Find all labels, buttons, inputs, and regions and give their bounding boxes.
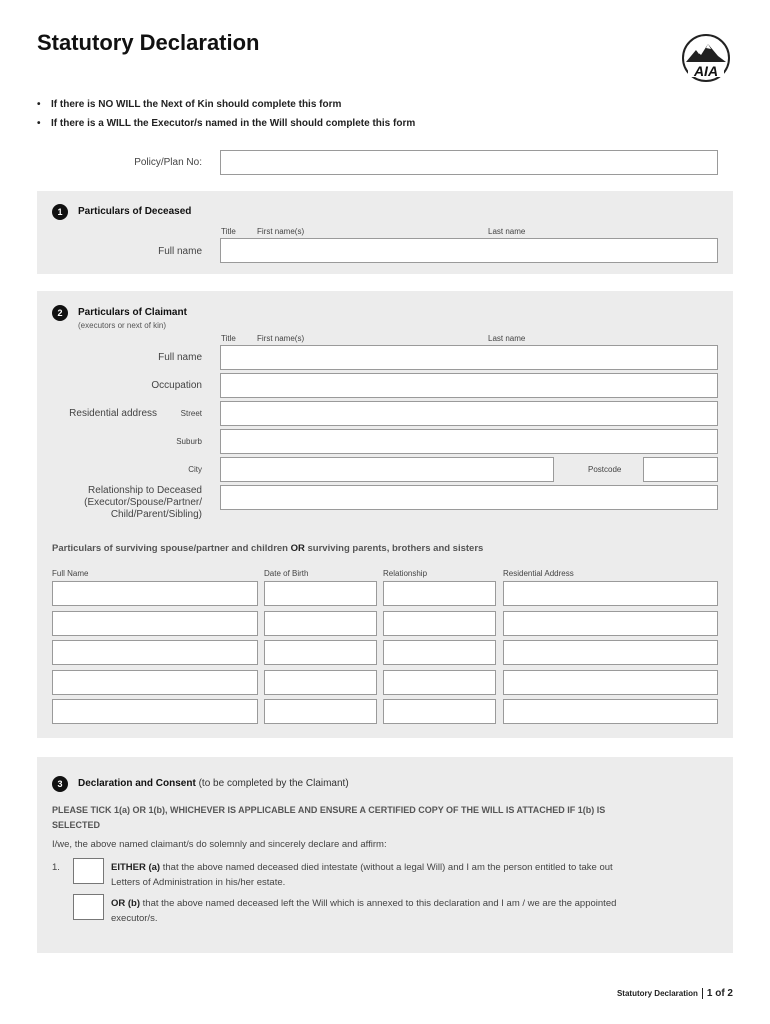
suburb-input[interactable] — [220, 429, 718, 454]
table-header-dob: Date of Birth — [264, 569, 309, 578]
logo-text: AIA — [693, 63, 719, 79]
survivor-dob-input[interactable] — [264, 670, 377, 695]
relationship-label-line: Relationship to Deceased — [88, 485, 202, 496]
survivor-full-name-input[interactable] — [52, 670, 258, 695]
instruction-item: • If there is NO WILL the Next of Kin should complete this form — [37, 99, 415, 118]
aia-logo — [680, 32, 732, 84]
col-last-name-label: Last name — [488, 227, 526, 236]
section-title: Particulars of Claimant — [78, 307, 187, 318]
option-a-text — [111, 860, 721, 890]
survivor-relationship-input[interactable] — [383, 611, 496, 636]
survivor-dob-input[interactable] — [264, 699, 377, 724]
survivor-relationship-input[interactable] — [383, 581, 496, 606]
option-b-text-line: executor/s. — [111, 913, 158, 924]
option-a-text-line: Letters of Administration in his/her estate. — [111, 877, 286, 888]
survivor-dob-input[interactable] — [264, 640, 377, 665]
occupation-input[interactable] — [220, 373, 718, 398]
option-b-text — [111, 896, 721, 926]
page-title: Statutory Declaration — [37, 30, 260, 55]
instructions-list — [37, 99, 415, 137]
survivors-heading-or: OR — [290, 543, 305, 554]
table-header-relationship: Relationship — [383, 569, 428, 578]
survivor-dob-input[interactable] — [264, 581, 377, 606]
survivor-relationship-input[interactable] — [383, 699, 496, 724]
postcode-label: Postcode — [588, 465, 622, 474]
policy-number-input[interactable] — [220, 150, 718, 175]
section-declaration — [37, 757, 733, 953]
survivor-dob-input[interactable] — [264, 611, 377, 636]
footer-doc-name: Statutory Declaration — [616, 989, 698, 998]
city-label: City — [188, 465, 202, 474]
section-number-badge: 1 — [52, 204, 68, 220]
section-title-note: (to be completed by the Claimant) — [195, 778, 349, 789]
survivor-full-name-input[interactable] — [52, 699, 258, 724]
claimant-full-name-input[interactable] — [220, 345, 718, 370]
street-label: Street — [180, 409, 202, 418]
survivor-relationship-input[interactable] — [383, 670, 496, 695]
policy-label: Policy/Plan No: — [134, 157, 202, 168]
relationship-label-line: (Executor/Spouse/Partner/ — [84, 497, 202, 508]
section-title-row — [78, 778, 349, 789]
survivors-heading — [52, 543, 483, 554]
survivor-address-input[interactable] — [503, 581, 718, 606]
survivor-address-input[interactable] — [503, 640, 718, 665]
city-input[interactable] — [220, 457, 554, 482]
option-b-label: OR (b) — [111, 898, 141, 909]
page-number: 1 of 2 — [706, 988, 733, 999]
survivor-address-input[interactable] — [503, 670, 718, 695]
survivor-full-name-input[interactable] — [52, 611, 258, 636]
section-title: Declaration and Consent — [78, 778, 196, 789]
tick-instruction — [52, 803, 605, 833]
affirm-text: I/we, the above named claimant/s do solemnly and sincerely declare and affirm: — [52, 839, 387, 850]
col-first-name-label: First name(s) — [257, 334, 305, 343]
col-title-label: Title — [221, 334, 236, 343]
option-b-checkbox[interactable] — [73, 894, 104, 920]
page-footer — [617, 988, 733, 999]
col-last-name-label: Last name — [488, 334, 526, 343]
section-number-badge: 3 — [52, 776, 68, 792]
postcode-input[interactable] — [643, 457, 718, 482]
survivor-address-input[interactable] — [503, 699, 718, 724]
survivor-address-input[interactable] — [503, 611, 718, 636]
footer-separator — [702, 988, 703, 999]
street-input[interactable] — [220, 401, 718, 426]
relationship-input[interactable] — [220, 485, 718, 510]
col-title-label: Title — [221, 227, 236, 236]
tick-instruction-line: SELECTED — [52, 820, 101, 830]
relationship-label-line: Child/Parent/Sibling) — [110, 509, 202, 520]
instruction-item: • If there is a WILL the Executor/s named in the Will should complete this form — [37, 118, 415, 137]
full-name-label: Full name — [158, 352, 202, 363]
suburb-label: Suburb — [176, 437, 202, 446]
col-first-name-label: First name(s) — [257, 227, 305, 236]
option-a-label: EITHER (a) — [111, 862, 161, 873]
survivor-relationship-input[interactable] — [383, 640, 496, 665]
deceased-full-name-input[interactable] — [220, 238, 718, 263]
residential-address-label: Residential address — [69, 408, 157, 419]
survivor-full-name-input[interactable] — [52, 640, 258, 665]
section-deceased — [37, 191, 733, 274]
occupation-label: Occupation — [151, 380, 202, 391]
item-number: 1. — [52, 862, 60, 873]
section-claimant — [37, 291, 733, 738]
option-a-text-line: that the above named deceased died intestate (without a legal Will) and I am the person entitled to take out — [160, 862, 613, 873]
survivors-heading-text: Particulars of surviving spouse/partner and children — [52, 543, 291, 554]
option-a-checkbox[interactable] — [73, 858, 104, 884]
full-name-label: Full name — [158, 246, 202, 257]
survivor-full-name-input[interactable] — [52, 581, 258, 606]
tick-instruction-line: PLEASE TICK 1(a) OR 1(b), WHICHEVER IS APPLICABLE AND ENSURE A CERTIFIED COPY OF THE WILL IS ATTACHED IF 1(b) IS — [52, 805, 606, 815]
table-header-address: Residential Address — [503, 569, 574, 578]
table-header-full-name: Full Name — [52, 569, 89, 578]
relationship-label — [37, 485, 202, 521]
survivors-heading-text: surviving parents, brothers and sisters — [304, 543, 484, 554]
section-number-badge: 2 — [52, 305, 68, 321]
section-title: Particulars of Deceased — [78, 206, 192, 217]
section-subtitle: (executors or next of kin) — [78, 321, 167, 330]
option-b-text-line: that the above named deceased left the Will which is annexed to this declaration and I am / we are the appointed — [140, 898, 617, 909]
